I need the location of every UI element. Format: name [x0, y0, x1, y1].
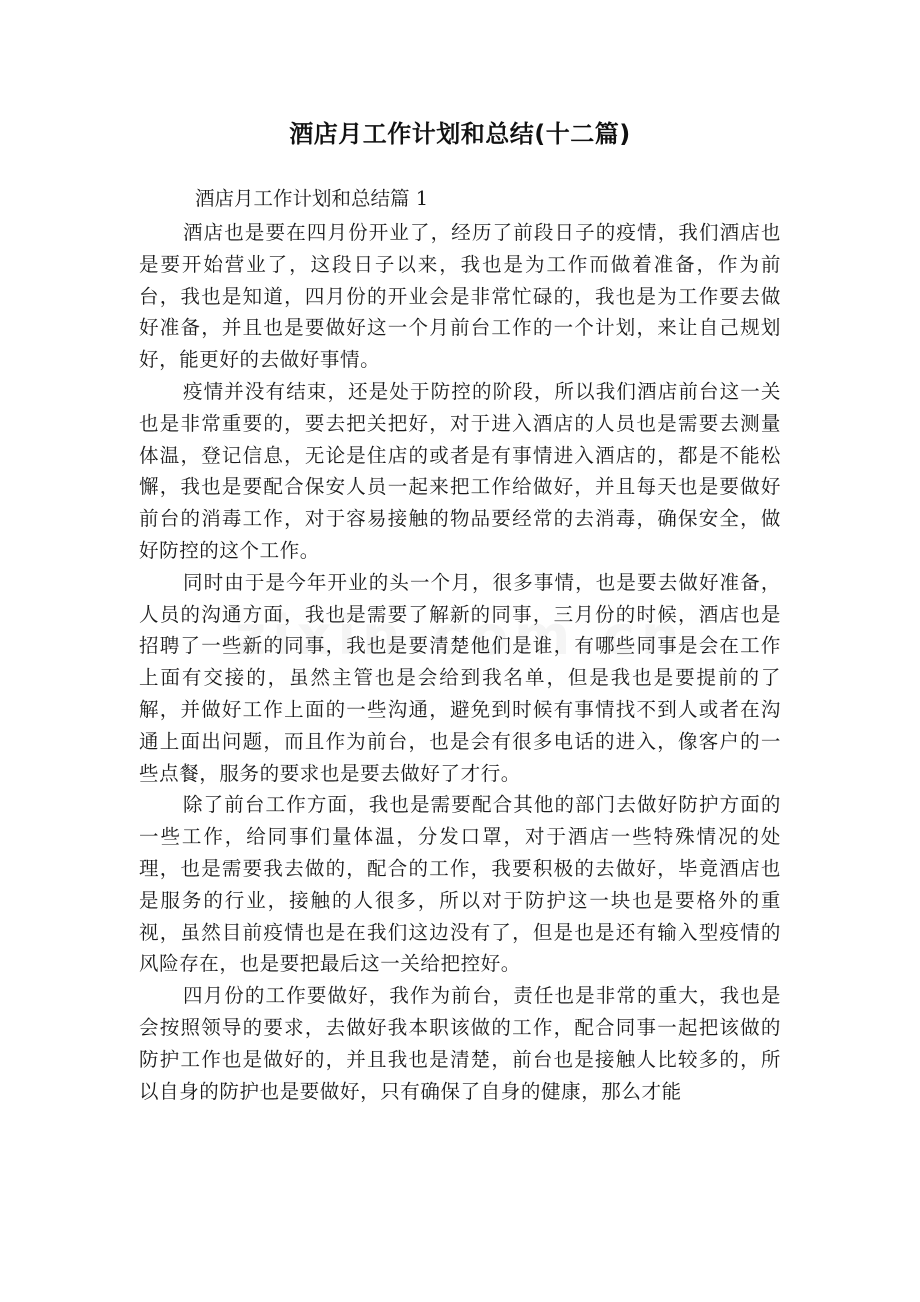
- paragraph-1: 酒店也是要在四月份开业了，经历了前段日子的疫情，我们酒店也是要开始营业了，这段日子以来，我也是为工作而做着准备，作为前台，我也是知道，四月份的开业会是非常忙碌的，我也是为工作要去做好准备，并且也是要做好这一个月前台工作的一个计划，来让自己规划好，能更好的去做好事情。: [139, 221, 781, 372]
- section-heading: 酒店月工作计划和总结篇 1: [195, 187, 429, 210]
- document-title: 酒店月工作计划和总结(十二篇): [289, 120, 631, 148]
- paragraph-4: 除了前台工作方面，我也是需要配合其他的部门去做好防护方面的一些工作，给同事们量体温，分发口罩，对于酒店一些特殊情况的处理，也是需要我去做的，配合的工作，我要积极的去做好，毕竟酒店也是服务的行业，接触的人很多，所以对于防护这一块也是要格外的重视，虽然目前疫情也是在我们这边没有了，但是也是还有输入型疫情的风险存在，也是要把最后这一关给把控好。: [139, 793, 781, 976]
- paragraph-2: 疫情并没有结束，还是处于防控的阶段，所以我们酒店前台这一关也是非常重要的，要去把关把好，对于进入酒店的人员也是需要去测量体温，登记信息，无论是住店的或者是有事情进入酒店的，都是不能松懈，我也是要配合保安人员一起来把工作给做好，并且每天也是要做好前台的消毒工作，对于容易接触的物品要经常的去消毒，确保安全，做好防控的这个工作。: [139, 379, 781, 562]
- document-body: [139, 181, 781, 1107]
- paragraph-5: 四月份的工作要做好，我作为前台，责任也是非常的重大，我也是会按照领导的要求，去做好我本职该做的工作，配合同事一起把该做的防护工作也是做好的，并且我也是清楚，前台也是接触人比较多的，所以自身的防护也是要做好，只有确保了自身的健康，那么才能: [139, 984, 781, 1103]
- paragraph-3: 同时由于是今年开业的头一个月，很多事情，也是要去做好准备，人员的沟通方面，我也是需要了解新的同事，三月份的时候，酒店也是招聘了一些新的同事，我也是要清楚他们是谁，有哪些同事是会在工作上面有交接的，虽然主管也是会给到我名单，但是我也是要提前的了解，并做好工作上面的一些沟通，避免到时候有事情找不到人或者在沟通上面出问题，而且作为前台，也是会有很多电话的进入，像客户的一些点餐，服务的要求也是要去做好了才行。: [139, 570, 781, 785]
